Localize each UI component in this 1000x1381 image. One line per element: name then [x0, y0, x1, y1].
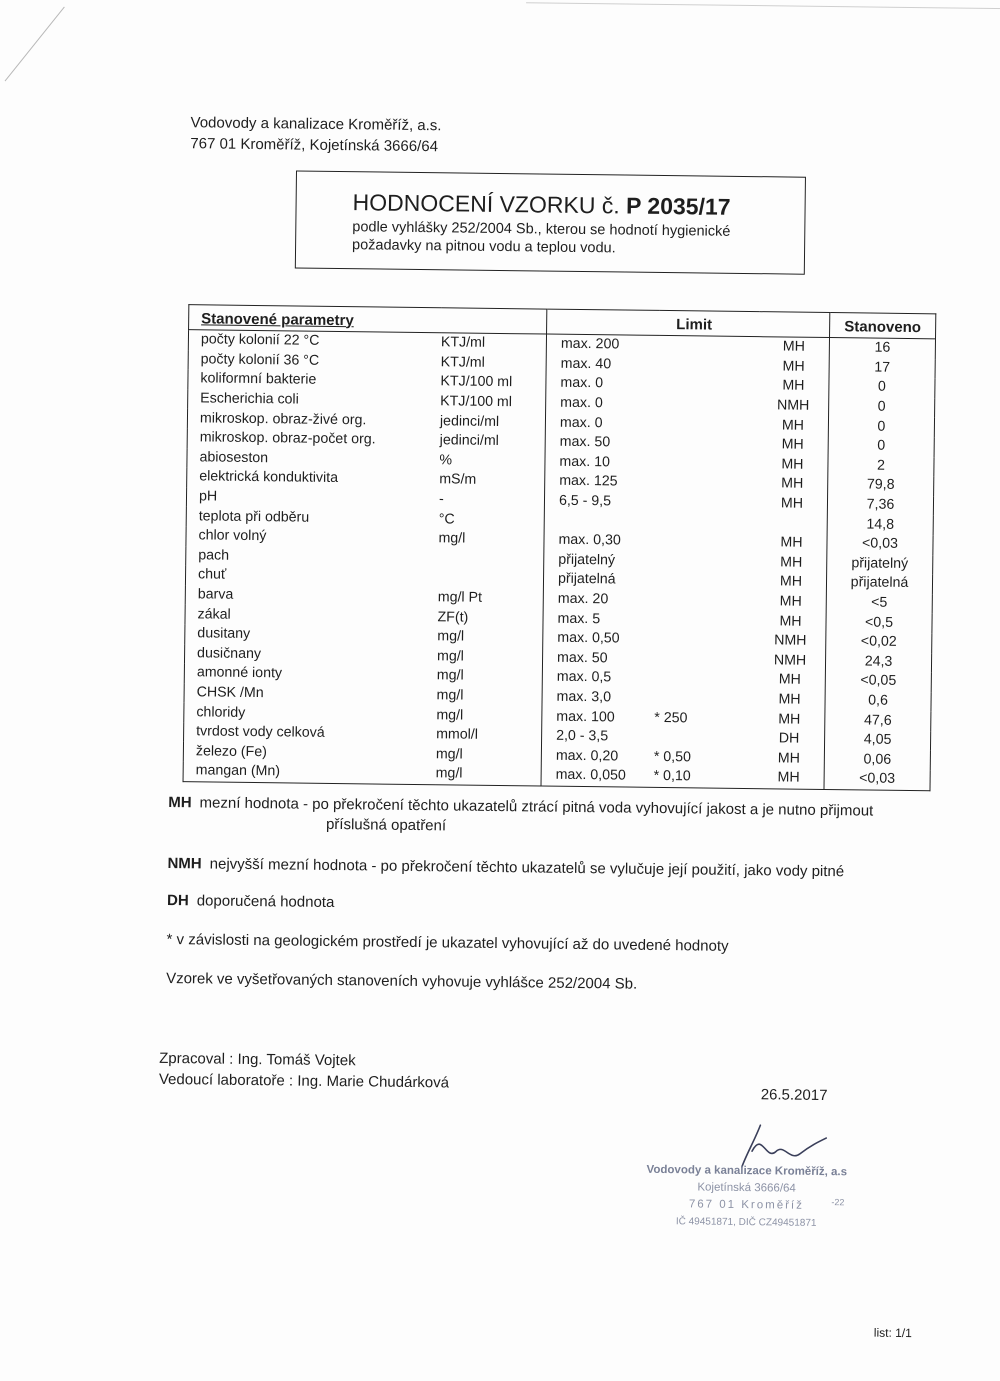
- param-value: 7,36: [827, 495, 933, 516]
- param-value: 79,8: [828, 475, 934, 496]
- param-unit: mg/l: [436, 667, 464, 684]
- param-name: amonné ionty: [184, 663, 437, 686]
- param-limit: 2,0 - 3,5: [541, 726, 654, 747]
- title-box: [295, 170, 806, 274]
- param-limit: max. 50: [545, 433, 658, 454]
- stamp-street: Kojetínská 3666/64: [697, 1181, 796, 1195]
- legend-mh-text-cont: příslušná opatření: [325, 815, 447, 835]
- param-unit: -: [438, 491, 444, 508]
- param-limit-note: [657, 453, 757, 474]
- param-limit: max. 3,0: [542, 687, 655, 708]
- param-unit: mmol/l: [436, 726, 479, 743]
- param-limit-type: MH: [781, 417, 805, 434]
- param-limit-note: [657, 473, 757, 494]
- param-name: koliformní bakterie: [188, 369, 441, 392]
- legend-nmh-abbr: NMH: [167, 854, 202, 873]
- param-limit: max. 200: [546, 334, 659, 355]
- lab-head: Vedoucí laboratoře : Ing. Marie Chudárková: [158, 1070, 450, 1092]
- param-limit-type: MH: [780, 554, 803, 571]
- header-limit: Limit: [547, 309, 830, 337]
- sender-address: [190, 112, 441, 157]
- param-limit-type: MH: [778, 671, 801, 689]
- param-limit-note: [655, 669, 755, 690]
- param-limit: max. 10: [545, 452, 658, 473]
- param-limit-type: DH: [778, 730, 800, 747]
- document-date: 26.5.2017: [760, 1086, 828, 1105]
- sender-name: Vodovody a kanalizace Kroměříž, a.s.: [190, 114, 442, 135]
- param-limit: max. 0,050: [541, 766, 654, 787]
- param-limit: max. 100: [542, 707, 655, 728]
- param-limit-type: MH: [782, 377, 805, 395]
- document-subtitle: podle vyhlášky 252/2004 Sb., kterou se hodnotí hygienické požadavky na pitnou vodu a teplou vodu.: [352, 219, 731, 257]
- param-unit: [438, 549, 544, 570]
- param-value: přijatelná: [826, 573, 932, 594]
- param-unit: °C: [438, 510, 455, 528]
- param-limit: přijatelný: [544, 550, 657, 571]
- legend-mh-abbr: MH: [168, 793, 192, 812]
- param-value: 17: [829, 358, 935, 379]
- param-limit-note: * 250: [654, 709, 688, 726]
- param-limit-note: [654, 728, 754, 749]
- param-value: 0: [828, 416, 934, 437]
- param-limit: max. 0,50: [543, 628, 656, 649]
- legend-mh: [168, 793, 873, 842]
- prepared-by: Zpracoval : Ing. Tomáš Vojtek: [159, 1049, 356, 1070]
- company-stamp: [631, 1162, 862, 1233]
- param-limit-note: [658, 375, 758, 396]
- param-unit: mg/l Pt: [437, 589, 483, 606]
- param-limit: max. 0: [546, 393, 659, 414]
- param-value: 24,3: [825, 651, 931, 672]
- param-unit: jedinci/ml: [439, 412, 500, 430]
- param-limit-note: [656, 591, 756, 612]
- param-name: barva: [185, 585, 438, 608]
- param-value: 14,8: [827, 514, 933, 535]
- legend-nmh-text: nejvyšší mezní hodnota - po překročení těchto ukazatelů se vylučuje její použití, jako vody pitné: [209, 855, 845, 881]
- param-limit: max. 50: [542, 648, 655, 669]
- page-number: list: 1/1: [873, 1325, 912, 1341]
- param-unit: %: [439, 452, 453, 469]
- param-name: dusitany: [185, 624, 438, 647]
- param-value: <0,03: [824, 769, 930, 790]
- param-value: <5: [826, 593, 932, 614]
- param-unit: mg/l: [437, 628, 465, 645]
- param-name: elektrická konduktivita: [187, 467, 440, 490]
- param-name: teplota při odběru: [186, 507, 439, 530]
- param-value: 47,6: [825, 710, 931, 731]
- param-limit: přijatelná: [543, 570, 656, 591]
- param-limit-type: MH: [782, 338, 806, 356]
- stamp-city: 767 01 Kroměříž: [688, 1198, 804, 1212]
- param-unit: mg/l: [438, 530, 466, 547]
- param-unit: mg/l: [436, 687, 464, 704]
- signatures: [159, 1048, 450, 1094]
- stamp-code: -22: [831, 1197, 845, 1208]
- param-name: Escherichia coli: [188, 389, 441, 412]
- param-unit: KTJ/100 ml: [440, 373, 513, 391]
- param-name: mangan (Mn): [183, 761, 436, 784]
- param-limit-note: [656, 551, 756, 572]
- param-name: chuť: [185, 565, 438, 588]
- param-limit: max. 0,30: [544, 530, 657, 551]
- param-limit-type: MH: [779, 593, 802, 610]
- param-limit-type: NMH: [776, 397, 810, 414]
- legend-star-note: * v závislosti na geologickém prostředí je ukazatel vyhovující až do uvedené hodnoty: [166, 930, 729, 955]
- param-limit-note: [659, 335, 759, 356]
- param-limit-note: [656, 571, 756, 592]
- param-limit-type: MH: [778, 691, 801, 708]
- scan-edge-line: [5, 7, 65, 82]
- param-limit-note: [657, 493, 757, 514]
- param-limit: max. 40: [546, 354, 659, 375]
- param-value: <0,05: [825, 671, 931, 692]
- conclusion: Vzorek ve vyšetřovaných stanoveních vyhovuje vyhlášce 252/2004 Sb.: [166, 969, 638, 993]
- param-value: 0,06: [824, 749, 930, 770]
- param-unit: mg/l: [436, 764, 542, 785]
- param-limit-type: NMH: [774, 632, 807, 649]
- sample-number: P 2035/17: [625, 192, 731, 220]
- param-name: chloridy: [184, 702, 437, 725]
- param-limit-type: MH: [781, 436, 804, 453]
- param-limit-note: [654, 689, 754, 710]
- param-limit-note: [658, 414, 758, 435]
- param-name: železo (Fe): [183, 742, 436, 765]
- param-unit: KTJ/ml: [440, 334, 486, 352]
- param-limit-note: [659, 356, 759, 377]
- param-limit-type: MH: [779, 613, 802, 630]
- param-limit-note: [658, 434, 758, 455]
- param-limit-type: [757, 513, 828, 533]
- document-title: [352, 189, 730, 221]
- param-limit-type: MH: [778, 710, 801, 728]
- param-name: zákal: [185, 604, 438, 627]
- param-limit-note: [655, 610, 755, 631]
- param-unit: ZF(t): [437, 608, 469, 626]
- param-limit-note: * 0,50: [653, 748, 692, 766]
- table-body: [183, 330, 935, 791]
- param-limit: max. 0,5: [542, 668, 655, 689]
- param-limit: max. 0: [546, 374, 659, 395]
- param-limit: max. 5: [543, 609, 656, 630]
- legend-dh-abbr: DH: [166, 891, 189, 910]
- param-limit-note: [657, 512, 757, 533]
- param-value: 0: [829, 377, 935, 398]
- param-limit-type: MH: [780, 495, 804, 512]
- param-unit: KTJ/100 ml: [440, 393, 513, 411]
- param-limit-type: MH: [781, 475, 804, 493]
- param-name: abioseston: [187, 448, 440, 471]
- param-unit: mg/l: [435, 746, 463, 763]
- param-unit: mg/l: [436, 706, 464, 724]
- param-value: <0,03: [827, 534, 933, 555]
- scan-edge-line: [526, 2, 1000, 9]
- legend-dh: [167, 891, 335, 913]
- stamp-company-name: Vodovody a kanalizace Kroměříž, a.s: [646, 1163, 848, 1179]
- param-limit-type: MH: [781, 456, 804, 473]
- param-limit-type: MH: [780, 534, 803, 551]
- title-prefix: HODNOCENÍ VZORKU č.: [352, 189, 620, 219]
- header-determined: Stanoveno: [830, 313, 936, 339]
- param-limit-note: * 0,10: [654, 767, 754, 788]
- param-unit: KTJ/ml: [440, 354, 485, 371]
- param-limit-type: NMH: [773, 652, 807, 669]
- param-limit-type: MH: [779, 573, 803, 591]
- sender-street: 767 01 Kroměříž, Kojetínská 3666/64: [190, 135, 439, 156]
- parameters-table: [183, 304, 937, 791]
- param-value: 0,6: [825, 691, 931, 712]
- param-value: 4,05: [824, 730, 930, 751]
- legend-dh-text: doporučená hodnota: [196, 892, 335, 912]
- param-limit: max. 0,20: [541, 746, 654, 767]
- param-name: pH: [186, 487, 439, 510]
- legend-mh-text: mezní hodnota - po překročení těchto ukazatelů ztrácí pitná voda vyhovující jakost a je nutno přijmout: [199, 794, 874, 820]
- param-value: 2: [828, 456, 934, 477]
- param-limit-note: [655, 649, 755, 670]
- param-name: pach: [186, 546, 439, 569]
- param-limit-note: [656, 532, 756, 553]
- param-value: <0,5: [826, 612, 932, 633]
- param-limit-note: [658, 395, 758, 416]
- param-unit: [438, 568, 544, 589]
- param-limit: max. 125: [545, 472, 658, 493]
- param-unit: mS/m: [439, 471, 477, 489]
- param-name: dusičnany: [184, 644, 437, 667]
- param-limit-note: [655, 630, 755, 651]
- param-unit: mg/l: [436, 648, 464, 665]
- param-name: mikroskop. obraz-počet org.: [187, 428, 440, 451]
- param-value: 0: [829, 397, 935, 418]
- param-limit: max. 0: [545, 413, 658, 434]
- legend-nmh: [167, 854, 844, 882]
- param-limit-type: MH: [782, 358, 805, 375]
- param-limit-type: MH: [753, 768, 824, 789]
- param-name: tvrdost vody celková: [184, 722, 437, 745]
- stamp-ids: IČ 49451871, DIČ CZ49451871: [675, 1216, 817, 1229]
- param-value: 16: [829, 338, 935, 359]
- param-name: počty kolonií 36 °C: [188, 350, 441, 373]
- param-name: počty kolonií 22 °C: [188, 330, 441, 353]
- param-name: CHSK /Mn: [184, 683, 437, 706]
- param-value: přijatelný: [827, 554, 933, 575]
- param-limit: max. 20: [543, 589, 656, 610]
- param-limit: 6,5 - 9,5: [544, 491, 657, 512]
- param-name: mikroskop. obraz-živé org.: [187, 409, 440, 432]
- param-name: chlor volný: [186, 526, 439, 549]
- param-unit: jedinci/ml: [439, 432, 499, 450]
- param-limit-type: MH: [777, 750, 800, 767]
- param-limit: [544, 511, 657, 532]
- param-value: <0,02: [826, 632, 932, 653]
- param-value: 0: [828, 436, 934, 457]
- header-parameters: Stanovené parametry: [189, 305, 547, 334]
